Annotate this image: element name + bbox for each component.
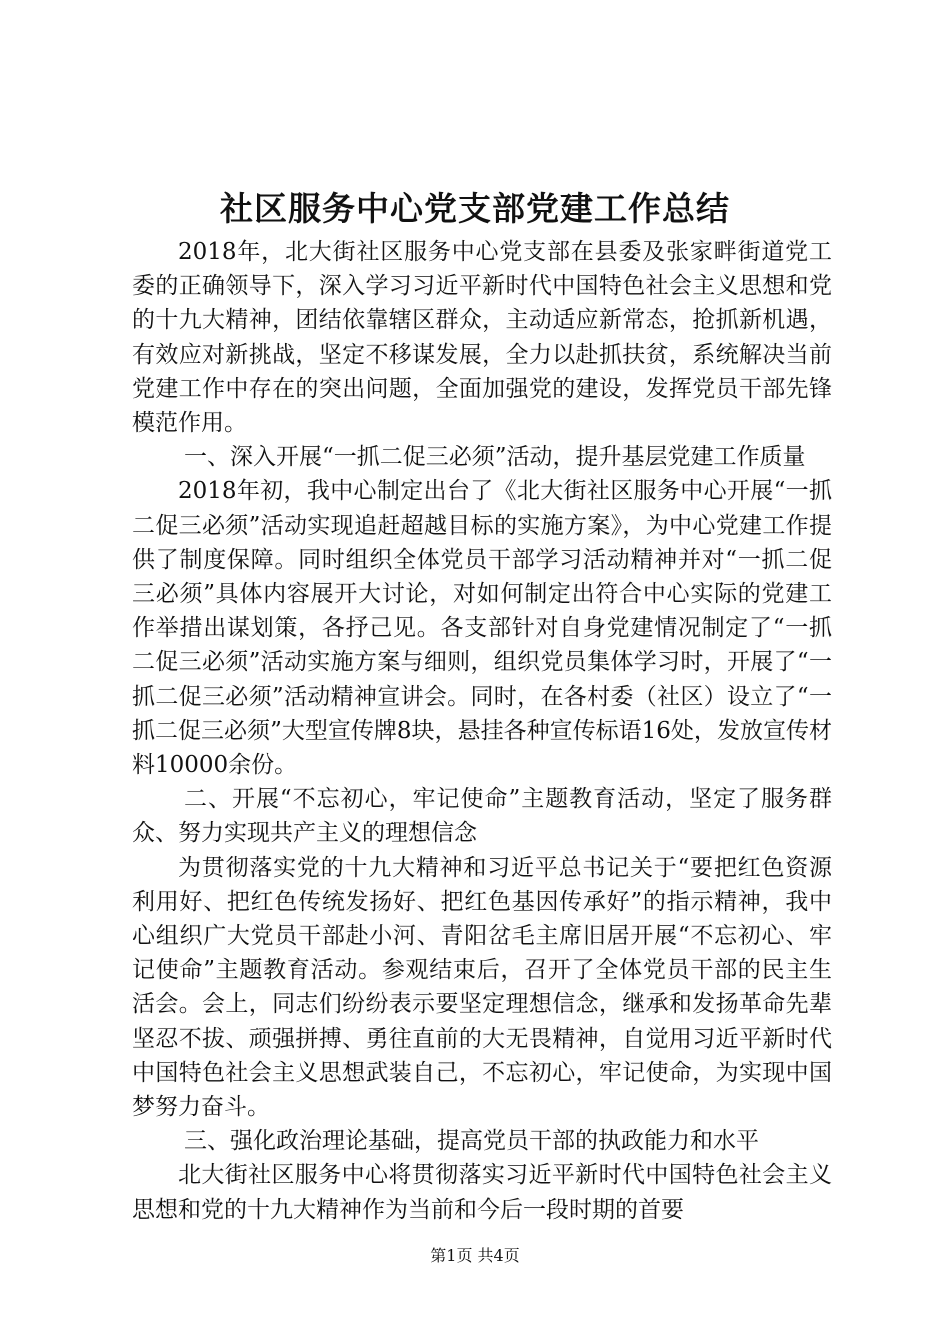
section-paragraph-3: 北大街社区服务中心将贯彻落实习近平新时代中国特色社会主义思想和党的十九大精神作为当前和今后一段时期的首要: [132, 1162, 832, 1223]
section-heading-2: 二、开展“不忘初心，牢记使命”主题教育活动，坚定了服务群众、努力实现共产主义的理想信念: [132, 786, 832, 847]
document-body: [132, 235, 832, 1227]
intro-paragraph: 2018年，北大街社区服务中心党支部在县委及张家畔街道党工委的正确领导下，深入学习习近平新时代中国特色社会主义思想和党的十九大精神，团结依靠辖区群众，主动适应新常态，抢抓新机遇，有效应对新挑战，坚定不移谋发展，全力以赴抓扶贫，系统解决当前党建工作中存在的突出问题，全面加强党的建设，发挥党员干部先锋模范作用。: [132, 239, 832, 437]
page-footer: 第1页 共4页: [430, 1246, 520, 1265]
page-title: 社区服务中心党支部党建工作总结: [220, 189, 730, 228]
section-heading-1: 一、深入开展“一抓二促三必须”活动，提升基层党建工作质量: [184, 444, 806, 471]
section-heading-3: 三、强化政治理论基础，提高党员干部的执政能力和水平: [184, 1128, 759, 1155]
section-paragraph-2: 为贯彻落实党的十九大精神和习近平总书记关于“要把红色资源利用好、把红色传统发扬好、把红色基因传承好”的指示精神，我中心组织广大党员干部赴小河、青阳岔毛主席旧居开展“不忘初心、牢记使命”主题教育活动。参观结束后，召开了全体党员干部的民主生活会。会上，同志们纷纷表示要坚定理想信念，继承和发扬革命先辈坚忍不拔、顽强拼搏、勇往直前的大无畏精神，自觉用习近平新时代中国特色社会主义思想武装自己，不忘初心，牢记使命，为实现中国梦努力奋斗。: [132, 854, 832, 1121]
section-paragraph-1: 2018年初，我中心制定出台了《北大街社区服务中心开展“一抓二促三必须”活动实现追赶超越目标的实施方案》，为中心党建工作提供了制度保障。同时组织全体党员干部学习活动精神并对“一抓二促三必须”具体内容展开大讨论，对如何制定出符合中心实际的党建工作举措出谋划策，各抒己见。各支部针对自身党建情况制定了“一抓二促三必须”活动实施方案与细则，组织党员集体学习时，开展了“一抓二促三必须”活动精神宣讲会。同时，在各村委（社区）设立了“一抓二促三必须”大型宣传牌8块，悬挂各种宣传标语16处，发放宣传材料10000余份。: [132, 478, 832, 779]
